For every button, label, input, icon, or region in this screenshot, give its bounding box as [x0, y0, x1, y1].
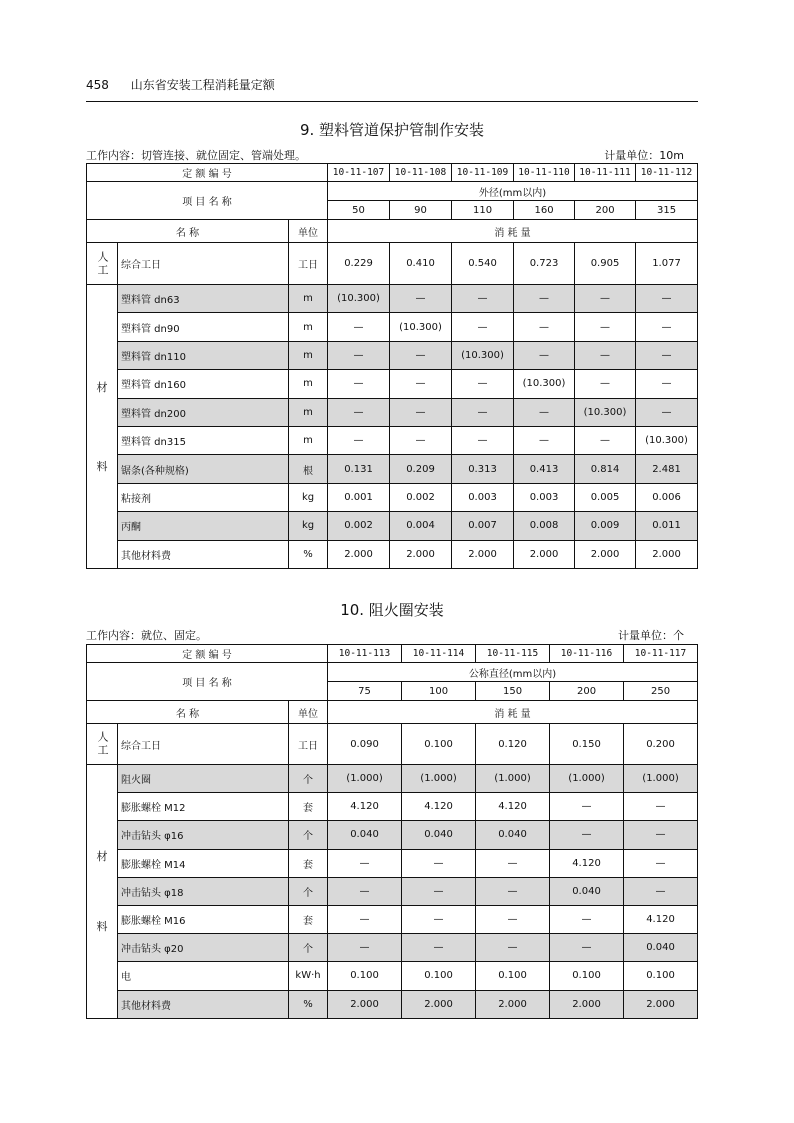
param-value: 250 — [624, 682, 698, 701]
quota-code: 10-11-117 — [624, 645, 698, 663]
quota-code: 10-11-113 — [328, 645, 402, 663]
code-label: 定 额 编 号 — [87, 164, 328, 182]
material-value: — — [328, 877, 402, 905]
labor-row — [87, 243, 698, 285]
labor-row — [87, 724, 698, 765]
material-row — [87, 821, 698, 849]
material-value: 0.007 — [452, 512, 514, 540]
section-1-table — [86, 163, 698, 569]
labor-value: 0.120 — [476, 724, 550, 765]
material-value: (10.300) — [575, 398, 636, 426]
material-row — [87, 934, 698, 962]
quota-code: 10-11-108 — [390, 164, 452, 182]
material-value: — — [550, 905, 624, 933]
material-name: 塑料管 dn200 — [118, 398, 289, 426]
section-1-meta — [86, 147, 698, 163]
material-value: 0.004 — [390, 512, 452, 540]
material-name: 冲击钻头 φ20 — [118, 934, 289, 962]
material-value: — — [452, 398, 514, 426]
labor-value: 0.200 — [624, 724, 698, 765]
material-value: — — [328, 398, 390, 426]
material-name: 丙酮 — [118, 512, 289, 540]
material-row — [87, 370, 698, 398]
material-unit: kg — [289, 512, 328, 540]
material-value: 0.008 — [514, 512, 575, 540]
material-name: 冲击钻头 φ16 — [118, 821, 289, 849]
section-2-work-content: 工作内容：就位、固定。 — [86, 629, 207, 642]
material-value: 0.100 — [550, 962, 624, 990]
section-2-table-body — [87, 645, 698, 1019]
material-value: — — [636, 398, 698, 426]
material-value: 0.814 — [575, 455, 636, 483]
material-value: 0.006 — [636, 483, 698, 511]
material-unit: 套 — [289, 849, 328, 877]
consumption-header: 消 耗 量 — [328, 701, 698, 724]
material-category-top: 材 — [96, 381, 108, 395]
material-unit: 个 — [289, 765, 328, 793]
param-label: 外径(mm以内) — [328, 182, 698, 201]
material-value: 0.040 — [328, 821, 402, 849]
param-value: 50 — [328, 201, 390, 220]
material-value: 0.011 — [636, 512, 698, 540]
material-unit: m — [289, 341, 328, 369]
labor-unit: 工日 — [289, 724, 328, 765]
material-name: 粘接剂 — [118, 483, 289, 511]
material-value: — — [636, 285, 698, 313]
material-value: 0.002 — [328, 512, 390, 540]
material-value: 0.009 — [575, 512, 636, 540]
quota-code: 10-11-116 — [550, 645, 624, 663]
material-value: — — [575, 370, 636, 398]
material-value: (1.000) — [328, 765, 402, 793]
material-value: — — [390, 426, 452, 454]
material-row — [87, 877, 698, 905]
material-value: — — [390, 341, 452, 369]
material-name: 塑料管 dn160 — [118, 370, 289, 398]
material-value: 2.000 — [575, 540, 636, 568]
item-name-label: 项 目 名 称 — [87, 663, 328, 701]
material-value: — — [624, 849, 698, 877]
param-value: 160 — [514, 201, 575, 220]
material-name: 膨胀螺栓 M16 — [118, 905, 289, 933]
material-name: 膨胀螺栓 M12 — [118, 793, 289, 821]
material-value: 4.120 — [550, 849, 624, 877]
material-value: — — [575, 341, 636, 369]
material-value: 0.209 — [390, 455, 452, 483]
material-value: — — [476, 849, 550, 877]
material-value: — — [575, 285, 636, 313]
material-value: — — [328, 849, 402, 877]
material-unit: kg — [289, 483, 328, 511]
labor-category-text: 人工 — [96, 731, 109, 757]
material-value: — — [328, 370, 390, 398]
material-name: 冲击钻头 φ18 — [118, 877, 289, 905]
material-value: — — [636, 341, 698, 369]
labor-value: 0.229 — [328, 243, 390, 285]
material-unit: m — [289, 370, 328, 398]
material-value: — — [514, 426, 575, 454]
material-value: — — [550, 934, 624, 962]
material-value: (10.300) — [328, 285, 390, 313]
material-value: 4.120 — [402, 793, 476, 821]
material-value: — — [624, 877, 698, 905]
labor-unit: 工日 — [289, 243, 328, 285]
material-category — [87, 285, 118, 569]
material-unit: 个 — [289, 821, 328, 849]
quota-code: 10-11-109 — [452, 164, 514, 182]
material-row — [87, 765, 698, 793]
column-header-row — [87, 701, 698, 724]
material-value: (10.300) — [514, 370, 575, 398]
material-value: 2.000 — [550, 990, 624, 1018]
material-value: 4.120 — [476, 793, 550, 821]
material-value: (10.300) — [452, 341, 514, 369]
material-value: — — [636, 370, 698, 398]
material-row — [87, 285, 698, 313]
param-value: 315 — [636, 201, 698, 220]
material-value: — — [328, 313, 390, 341]
material-name: 其他材料费 — [118, 540, 289, 568]
material-value: — — [624, 793, 698, 821]
quota-code: 10-11-112 — [636, 164, 698, 182]
material-name: 膨胀螺栓 M14 — [118, 849, 289, 877]
material-unit: % — [289, 540, 328, 568]
labor-category — [87, 243, 118, 285]
material-value: — — [514, 341, 575, 369]
material-value: (1.000) — [550, 765, 624, 793]
material-value: — — [452, 426, 514, 454]
labor-value: 0.090 — [328, 724, 402, 765]
material-category-bottom: 料 — [96, 920, 108, 934]
material-value: — — [402, 905, 476, 933]
material-value: (10.300) — [636, 426, 698, 454]
section-2-unit: 计量单位：个 — [618, 629, 684, 642]
quota-code: 10-11-115 — [476, 645, 550, 663]
material-row — [87, 905, 698, 933]
labor-category-text: 人工 — [96, 250, 109, 277]
material-value: — — [328, 905, 402, 933]
material-value: — — [575, 426, 636, 454]
param-value: 150 — [476, 682, 550, 701]
material-value: 4.120 — [328, 793, 402, 821]
material-row — [87, 849, 698, 877]
name-header: 名 称 — [87, 220, 289, 243]
material-row — [87, 540, 698, 568]
param-value: 200 — [575, 201, 636, 220]
material-value: — — [476, 905, 550, 933]
section-2-title: 10. 阻火圈安装 — [340, 601, 444, 619]
material-value: 0.100 — [328, 962, 402, 990]
unit-header: 单位 — [289, 220, 328, 243]
material-value: — — [636, 313, 698, 341]
section-2-table — [86, 644, 698, 1019]
material-value: 0.040 — [624, 934, 698, 962]
material-unit: m — [289, 426, 328, 454]
material-value: — — [390, 370, 452, 398]
material-value: 4.120 — [624, 905, 698, 933]
material-value: — — [390, 285, 452, 313]
material-value: 0.002 — [390, 483, 452, 511]
name-header: 名 称 — [87, 701, 289, 724]
material-value: 2.000 — [452, 540, 514, 568]
material-row — [87, 313, 698, 341]
labor-category — [87, 724, 118, 765]
material-unit: 套 — [289, 905, 328, 933]
material-value: — — [514, 398, 575, 426]
item-name-label: 项 目 名 称 — [87, 182, 328, 220]
material-row — [87, 962, 698, 990]
material-row — [87, 483, 698, 511]
material-value: 0.100 — [624, 962, 698, 990]
material-value: — — [452, 313, 514, 341]
material-value: (1.000) — [476, 765, 550, 793]
section-1-title: 9. 塑料管道保护管制作安装 — [299, 121, 485, 139]
material-value: 0.313 — [452, 455, 514, 483]
material-value: 0.040 — [476, 821, 550, 849]
labor-value: 0.540 — [452, 243, 514, 285]
material-value: 2.000 — [624, 990, 698, 1018]
material-value: 2.481 — [636, 455, 698, 483]
param-value: 90 — [390, 201, 452, 220]
quota-code: 10-11-107 — [328, 164, 390, 182]
header-rule — [86, 101, 698, 102]
material-value: 2.000 — [328, 990, 402, 1018]
quota-code: 10-11-110 — [514, 164, 575, 182]
material-row — [87, 398, 698, 426]
material-value: 2.000 — [476, 990, 550, 1018]
labor-value: 0.410 — [390, 243, 452, 285]
param-label-row — [87, 663, 698, 682]
section-2-meta — [86, 627, 698, 643]
material-value: — — [328, 426, 390, 454]
param-label-row — [87, 182, 698, 201]
param-value: 75 — [328, 682, 402, 701]
material-category — [87, 765, 118, 1019]
column-header-row — [87, 220, 698, 243]
material-value: — — [575, 313, 636, 341]
material-category-stack — [87, 822, 117, 962]
material-unit: 根 — [289, 455, 328, 483]
material-value: 2.000 — [402, 990, 476, 1018]
material-value: 2.000 — [636, 540, 698, 568]
material-value: — — [624, 821, 698, 849]
material-category-stack — [87, 348, 117, 504]
labor-value: 1.077 — [636, 243, 698, 285]
material-name: 锯条(各种规格) — [118, 455, 289, 483]
material-name: 塑料管 dn63 — [118, 285, 289, 313]
code-row — [87, 164, 698, 182]
material-value: 0.001 — [328, 483, 390, 511]
code-label: 定 额 编 号 — [87, 645, 328, 663]
material-name: 塑料管 dn110 — [118, 341, 289, 369]
material-unit: 个 — [289, 877, 328, 905]
book-title: 山东省安装工程消耗量定额 — [130, 78, 275, 92]
material-value: 0.005 — [575, 483, 636, 511]
material-category-top: 材 — [96, 850, 108, 864]
material-value: 0.413 — [514, 455, 575, 483]
material-value: 2.000 — [390, 540, 452, 568]
material-value: 0.100 — [402, 962, 476, 990]
material-unit: % — [289, 990, 328, 1018]
material-value: — — [402, 849, 476, 877]
material-row — [87, 341, 698, 369]
unit-header: 单位 — [289, 701, 328, 724]
material-value: — — [476, 934, 550, 962]
material-value: — — [550, 793, 624, 821]
section-1-unit: 计量单位：10m — [604, 149, 684, 162]
material-value: — — [390, 398, 452, 426]
page-header — [86, 76, 698, 93]
material-row — [87, 793, 698, 821]
material-value: — — [402, 877, 476, 905]
material-category-bottom: 料 — [96, 459, 108, 473]
param-value: 200 — [550, 682, 624, 701]
material-value: — — [550, 821, 624, 849]
material-name: 电 — [118, 962, 289, 990]
material-value: — — [452, 285, 514, 313]
material-value: 2.000 — [328, 540, 390, 568]
material-value: — — [328, 934, 402, 962]
material-value: 0.040 — [402, 821, 476, 849]
material-value: — — [328, 341, 390, 369]
param-label: 公称直径(mm以内) — [328, 663, 698, 682]
material-value: 0.131 — [328, 455, 390, 483]
material-value: — — [452, 370, 514, 398]
labor-name: 综合工日 — [118, 724, 289, 765]
param-value: 110 — [452, 201, 514, 220]
material-value: — — [514, 313, 575, 341]
material-name: 阻火圈 — [118, 765, 289, 793]
material-unit: m — [289, 313, 328, 341]
page-number: 458 — [86, 78, 109, 92]
material-row — [87, 990, 698, 1018]
material-row — [87, 512, 698, 540]
material-unit: 个 — [289, 934, 328, 962]
quota-code: 10-11-111 — [575, 164, 636, 182]
material-value: (10.300) — [390, 313, 452, 341]
labor-name: 综合工日 — [118, 243, 289, 285]
section-1-table-body — [87, 164, 698, 569]
material-value: (1.000) — [624, 765, 698, 793]
quota-code: 10-11-114 — [402, 645, 476, 663]
material-value: — — [476, 877, 550, 905]
section-1-work-content: 工作内容：切管连接、就位固定、管端处理。 — [86, 149, 306, 162]
param-value: 100 — [402, 682, 476, 701]
material-unit: 套 — [289, 793, 328, 821]
material-value: 0.003 — [514, 483, 575, 511]
labor-value: 0.150 — [550, 724, 624, 765]
material-value: — — [514, 285, 575, 313]
material-value: 0.040 — [550, 877, 624, 905]
material-row — [87, 426, 698, 454]
material-unit: m — [289, 285, 328, 313]
code-row — [87, 645, 698, 663]
material-unit: m — [289, 398, 328, 426]
material-value: — — [402, 934, 476, 962]
material-value: 2.000 — [514, 540, 575, 568]
labor-value: 0.100 — [402, 724, 476, 765]
labor-value: 0.723 — [514, 243, 575, 285]
material-name: 塑料管 dn90 — [118, 313, 289, 341]
material-value: (1.000) — [402, 765, 476, 793]
material-value: 0.100 — [476, 962, 550, 990]
material-value: 0.003 — [452, 483, 514, 511]
material-name: 塑料管 dn315 — [118, 426, 289, 454]
consumption-header: 消 耗 量 — [328, 220, 698, 243]
material-unit: kW·h — [289, 962, 328, 990]
material-name: 其他材料费 — [118, 990, 289, 1018]
labor-value: 0.905 — [575, 243, 636, 285]
material-row — [87, 455, 698, 483]
